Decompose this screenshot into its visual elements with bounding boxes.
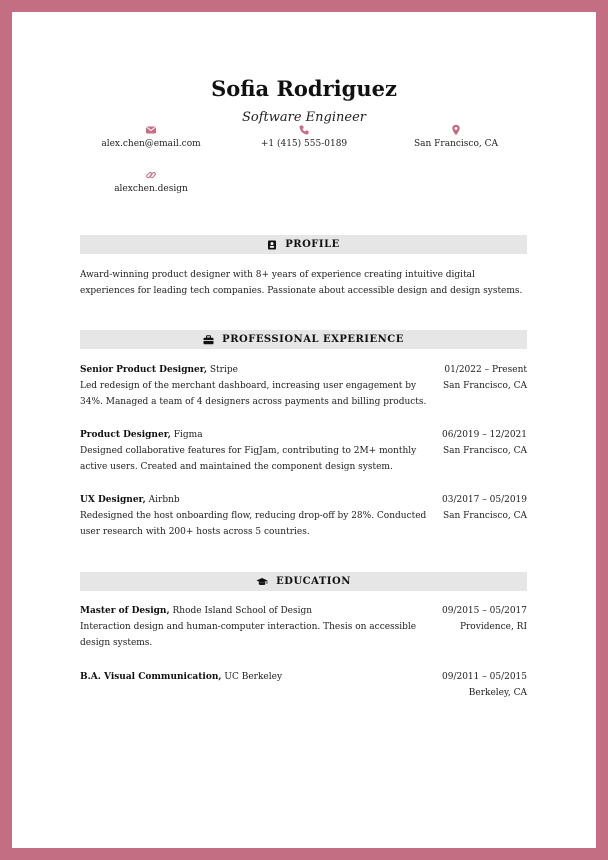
graduation-cap-icon [256,577,268,587]
job-description: Led redesign of the merchant dashboard, increasing user engagement by 34%. Managed a team of 4 designers across payments and billing products. [80,381,427,407]
profile-summary: Award-winning product designer with 8+ years of experience creating intuitive digital experiences for leading tech companies. Passionate about accessible design and design systems. [80,270,523,296]
location-pin-icon [450,124,462,136]
contact-phone [224,124,384,149]
contact-website [71,169,231,194]
job-description: Designed collaborative features for FigJam, contributing to 2M+ monthly active users. Created and maintained the component design system. [80,446,417,472]
job-role: UX Designer, [80,495,146,505]
degree-name: Master of Design, [80,606,170,616]
job-location: San Francisco, CA [442,381,527,391]
education-entry [80,603,527,651]
education-heading: EDUCATION [276,576,351,587]
job-location: San Francisco, CA [442,511,527,521]
link-icon [145,169,157,181]
phone-icon [298,124,310,136]
education-dates: 09/2015 – 05/2017 [442,606,527,616]
experience-entry [80,427,527,475]
education-description [80,685,430,701]
school-name: UC Berkeley [224,672,283,682]
education-location: Berkeley, CA [468,688,527,698]
contact-location-text: San Francisco, CA [413,139,498,149]
job-company: Stripe [209,365,238,375]
job-dates: 01/2022 – Present [444,365,527,375]
briefcase-icon [203,335,214,345]
job-company: Figma [173,430,203,440]
education-description: Interaction design and human-computer interaction. Thesis on accessible design systems. [80,622,417,648]
id-card-icon [267,240,277,250]
resume-name: Sofia Rodriguez [211,76,397,101]
contact-email [71,124,231,149]
experience-entry [80,492,527,540]
experience-section-header [80,330,527,349]
school-name: Rhode Island School of Design [172,606,313,616]
contact-location [376,124,536,149]
education-dates: 09/2011 – 05/2015 [442,672,527,682]
contact-phone-text[interactable]: +1 (415) 555-0189 [260,139,348,149]
profile-heading: PROFILE [285,239,340,250]
job-company: Airbnb [148,495,180,505]
job-dates: 03/2017 – 05/2019 [442,495,527,505]
degree-name: B.A. Visual Communication, [80,672,222,682]
job-role: Product Designer, [80,430,171,440]
experience-heading: PROFESSIONAL EXPERIENCE [222,334,404,345]
mail-icon [145,124,157,136]
resume-title: Software Engineer [241,110,366,125]
resume-page [12,12,596,848]
contact-email-text[interactable]: alex.chen@email.com [101,139,201,149]
job-role: Senior Product Designer, [80,365,207,375]
contact-website-text[interactable]: alexchen.design [114,184,188,194]
education-entry [80,669,527,701]
job-location: San Francisco, CA [442,446,527,456]
profile-section-header [80,235,527,254]
experience-entry [80,362,527,410]
education-section-header [80,572,527,591]
education-location: Providence, RI [459,622,527,632]
job-dates: 06/2019 – 12/2021 [442,430,527,440]
job-description: Redesigned the host onboarding flow, reducing drop-off by 28%. Conducted user research with 200+ hosts across 5 countries. [80,511,427,537]
